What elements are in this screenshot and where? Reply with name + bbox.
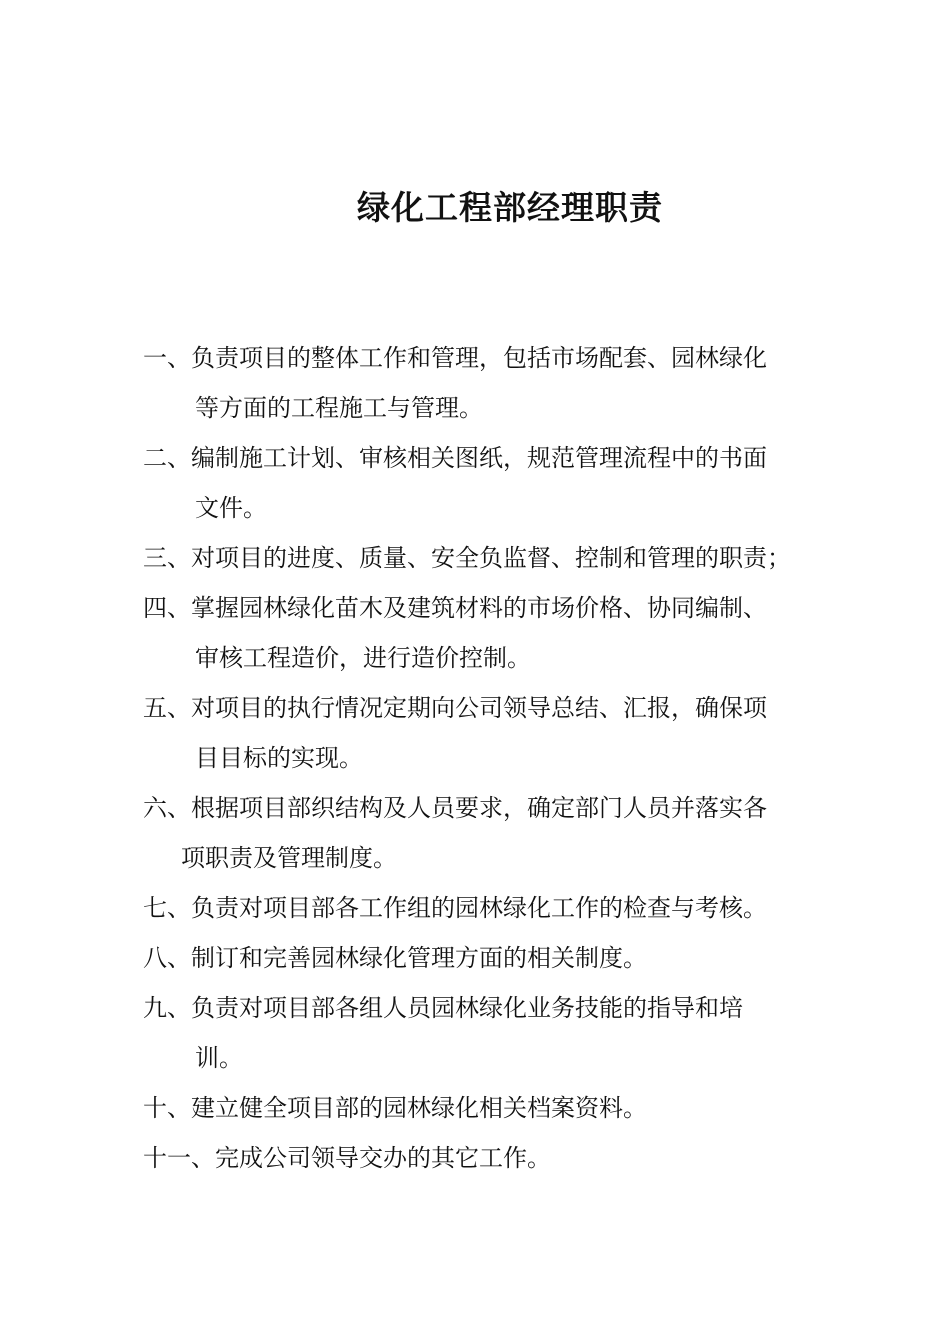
- document-title: 绿化工程部经理职责: [357, 188, 663, 227]
- duty-item-line: 文件。: [195, 494, 267, 522]
- duty-item-2: [143, 433, 833, 533]
- duty-item-4: [143, 583, 833, 683]
- duty-item-line: 项职责及管理制度。: [181, 844, 397, 872]
- duty-item-line: 审核工程造价，进行造价控制。: [195, 644, 531, 672]
- duty-item-line: 目目标的实现。: [195, 744, 363, 772]
- duty-item-line: 一、负责项目的整体工作和管理，包括市场配套、园林绿化: [143, 344, 767, 372]
- duty-item-line: 四、掌握园林绿化苗木及建筑材料的市场价格、协同编制、: [143, 594, 767, 622]
- duty-item-line: 六、根据项目部织结构及人员要求，确定部门人员并落实各: [143, 794, 767, 822]
- duty-item-7: [143, 883, 833, 933]
- duty-item-line: 训。: [195, 1044, 243, 1072]
- duty-item-line: 九、负责对项目部各组人员园林绿化业务技能的指导和培: [143, 994, 743, 1022]
- duty-item-line: 二、编制施工计划、审核相关图纸，规范管理流程中的书面: [143, 444, 767, 472]
- duty-item-line: 三、对项目的进度、质量、安全负监督、控制和管理的职责；: [143, 544, 791, 572]
- duty-item-line: 八、制订和完善园林绿化管理方面的相关制度。: [143, 944, 647, 972]
- duty-item-9: [143, 983, 833, 1083]
- duty-item-1: [143, 333, 833, 433]
- duty-item-line: 五、对项目的执行情况定期向公司领导总结、汇报，确保项: [143, 694, 767, 722]
- duty-item-line: 十一、完成公司领导交办的其它工作。: [143, 1144, 551, 1172]
- duty-item-5: [143, 683, 833, 783]
- duty-item-11: [143, 1133, 833, 1183]
- duty-item-line: 十、建立健全项目部的园林绿化相关档案资料。: [143, 1094, 647, 1122]
- duty-item-line: 七、负责对项目部各工作组的园林绿化工作的检查与考核。: [143, 894, 767, 922]
- duty-list: [143, 333, 833, 1183]
- duty-item-3: [143, 533, 833, 583]
- duty-item-8: [143, 933, 833, 983]
- duty-item-6: [143, 783, 833, 883]
- duty-item-line: 等方面的工程施工与管理。: [195, 394, 483, 422]
- duty-item-10: [143, 1083, 833, 1133]
